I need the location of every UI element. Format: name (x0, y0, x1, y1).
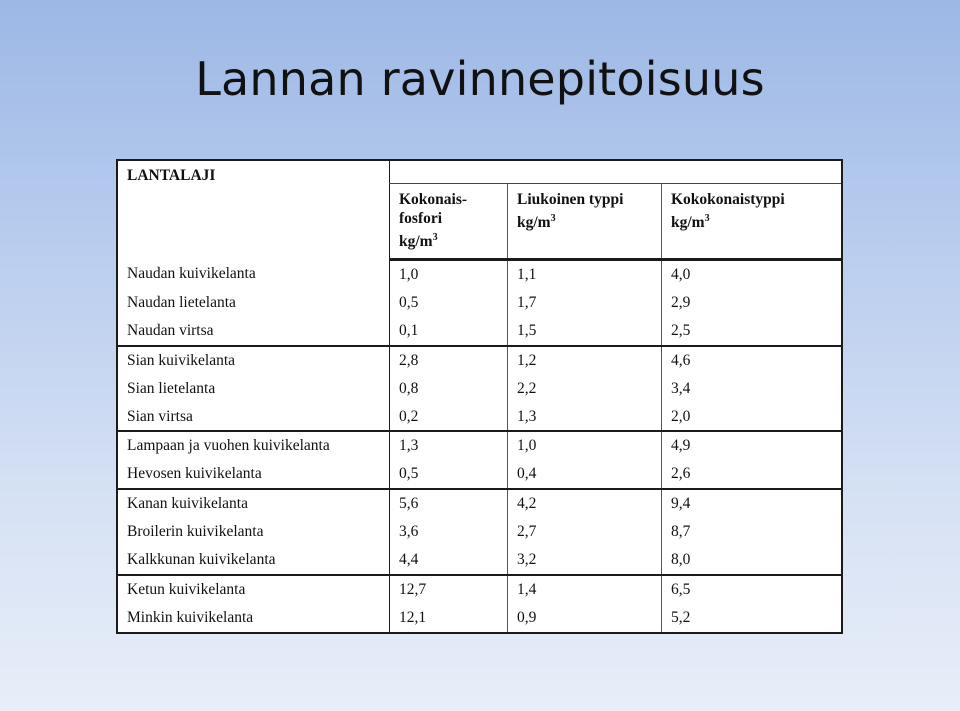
row-phosphorus: 0,1 (390, 317, 508, 346)
row-total-nitrogen: 4,9 (662, 431, 842, 460)
row-name: Lampaan ja vuohen kuivikelanta (127, 437, 330, 455)
row-soluble-nitrogen: 1,4 (508, 575, 662, 604)
header-tn-unit: kg/m (671, 214, 705, 232)
row-phosphorus: 3,6 (390, 518, 508, 546)
row-total-nitrogen: 8,0 (662, 546, 842, 575)
row-soluble-nitrogen: 1,1 (508, 260, 662, 289)
header-tn-unit-exp: 3 (704, 213, 710, 224)
header-total-phosphorus (390, 184, 508, 260)
header-lantalaji: LANTALAJI (127, 167, 216, 184)
row-name: Naudan kuivikelanta (127, 265, 256, 283)
table-row (118, 346, 841, 375)
header-top-spacer-2 (508, 161, 662, 184)
row-total-nitrogen: 4,0 (662, 260, 842, 289)
header-top-spacer-1 (390, 161, 508, 184)
row-total-nitrogen: 4,6 (662, 346, 842, 375)
row-total-nitrogen: 5,2 (662, 604, 842, 632)
row-phosphorus: 0,8 (390, 375, 508, 403)
header-sn-unit-exp: 3 (550, 213, 556, 224)
row-phosphorus: 5,6 (390, 489, 508, 518)
row-phosphorus: 1,3 (390, 431, 508, 460)
row-soluble-nitrogen: 1,5 (508, 317, 662, 346)
table-header-row-top (118, 161, 841, 184)
table-row (118, 489, 841, 518)
header-sn-unit: kg/m (517, 214, 551, 232)
table-row (118, 518, 841, 546)
row-name: Minkin kuivikelanta (127, 608, 254, 626)
header-sn-line1: Liukoinen typpi (517, 191, 624, 208)
row-name: Kanan kuivikelanta (127, 495, 248, 513)
row-phosphorus: 4,4 (390, 546, 508, 575)
table-row (118, 546, 841, 575)
row-name: Naudan virtsa (118, 317, 390, 346)
header-tn-line1: Kokokonaistyppi (671, 191, 785, 208)
row-phosphorus: 2,8 (390, 346, 508, 375)
row-soluble-nitrogen: 1,0 (508, 431, 662, 460)
header-top-spacer-3 (662, 161, 842, 184)
row-soluble-nitrogen: 3,2 (508, 546, 662, 575)
table-row (118, 375, 841, 403)
row-phosphorus: 12,1 (390, 604, 508, 632)
row-soluble-nitrogen: 2,2 (508, 375, 662, 403)
table-row (118, 604, 841, 632)
row-name: Sian virtsa (118, 403, 390, 432)
header-p-line2: fosfori (399, 210, 443, 227)
row-name: Ketun kuivikelanta (127, 581, 246, 599)
row-name: Sian kuivikelanta (127, 351, 236, 369)
header-p-line1: Kokonais- (399, 191, 468, 208)
header-total-nitrogen (662, 184, 842, 260)
row-phosphorus: 0,5 (390, 460, 508, 489)
table-row (118, 289, 841, 317)
nutrient-table (118, 161, 841, 632)
header-p-unit-exp: 3 (432, 232, 438, 243)
table-row (118, 460, 841, 489)
row-soluble-nitrogen: 0,9 (508, 604, 662, 632)
header-p-unit: kg/m (399, 233, 433, 251)
row-total-nitrogen: 2,5 (662, 317, 842, 346)
row-total-nitrogen: 2,0 (662, 403, 842, 432)
row-soluble-nitrogen: 1,2 (508, 346, 662, 375)
row-phosphorus: 0,2 (390, 403, 508, 432)
row-total-nitrogen: 9,4 (662, 489, 842, 518)
table-row (118, 317, 841, 346)
row-total-nitrogen: 3,4 (662, 375, 842, 403)
header-soluble-nitrogen (508, 184, 662, 260)
row-name: Broilerin kuivikelanta (127, 523, 264, 541)
row-name: Sian lietelanta (127, 379, 216, 397)
table-row (118, 260, 841, 289)
row-soluble-nitrogen: 1,7 (508, 289, 662, 317)
row-soluble-nitrogen: 1,3 (508, 403, 662, 432)
table-row (118, 575, 841, 604)
nutrient-table-frame (116, 159, 843, 634)
row-phosphorus: 1,0 (390, 260, 508, 289)
row-total-nitrogen: 2,9 (662, 289, 842, 317)
row-soluble-nitrogen: 4,2 (508, 489, 662, 518)
row-total-nitrogen: 8,7 (662, 518, 842, 546)
table-row (118, 403, 841, 432)
row-soluble-nitrogen: 2,7 (508, 518, 662, 546)
table-row (118, 431, 841, 460)
row-phosphorus: 0,5 (390, 289, 508, 317)
row-phosphorus: 12,7 (390, 575, 508, 604)
row-total-nitrogen: 6,5 (662, 575, 842, 604)
slide-title: Lannan ravinnepitoisuus (195, 52, 765, 106)
row-total-nitrogen: 2,6 (662, 460, 842, 489)
row-name: Kalkkunan kuivikelanta (118, 546, 390, 575)
row-soluble-nitrogen: 0,4 (508, 460, 662, 489)
row-name: Hevosen kuivikelanta (118, 460, 390, 489)
row-name: Naudan lietelanta (127, 293, 236, 311)
